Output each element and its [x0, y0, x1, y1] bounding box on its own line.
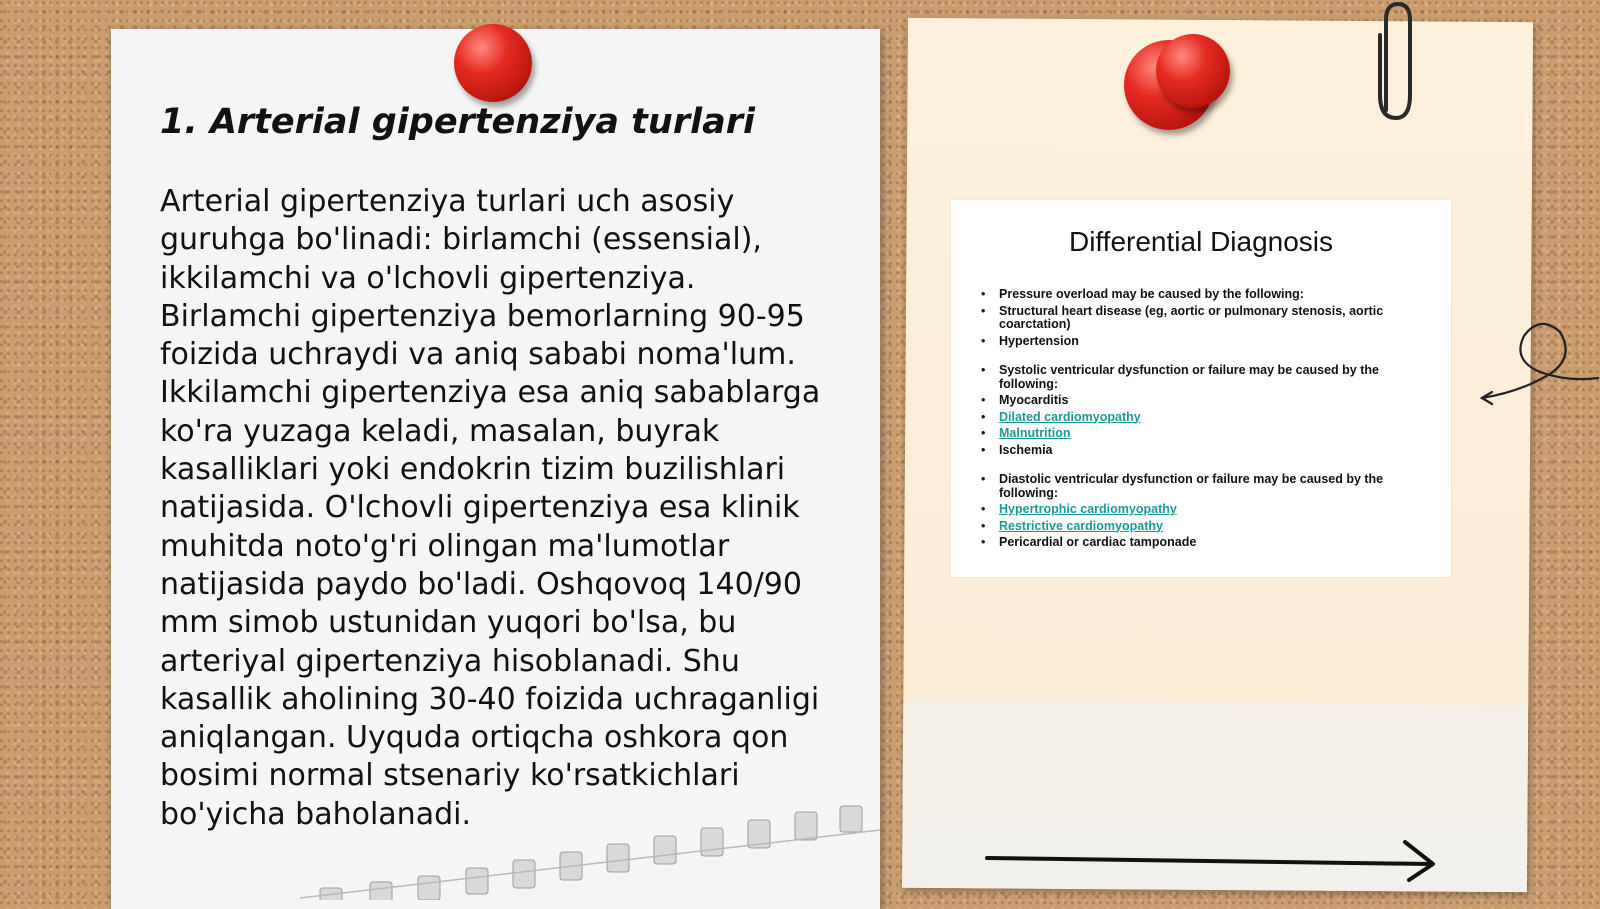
link-dilated-cardiomyopathy[interactable]: Dilated cardiomyopathy — [999, 409, 1141, 424]
list-item — [999, 364, 1409, 391]
list-item-text: Myocarditis — [999, 393, 1069, 407]
red-pushpin-icon — [454, 24, 532, 102]
list-item — [999, 335, 1409, 349]
note-title: 1. Arterial gipertenziya turlari — [160, 102, 755, 142]
list-item-text: Pericardial or cardiac tamponade — [999, 535, 1197, 549]
list-item — [999, 288, 1409, 302]
list-item — [999, 305, 1409, 332]
list-item-text: Ischemia — [999, 442, 1053, 457]
list-item[interactable] — [999, 427, 1409, 441]
paperclip-icon — [1372, 0, 1422, 130]
list-item-text: Diastolic ventricular dysfunction or failure may be caused by the following: — [999, 472, 1384, 500]
link-malnutrition[interactable]: Malnutrition — [999, 426, 1071, 440]
list-item[interactable] — [999, 520, 1409, 534]
diagnosis-list — [999, 288, 1409, 553]
arrow-right-icon — [985, 838, 1445, 882]
torn-paper-tabs — [300, 800, 880, 900]
list-item — [999, 394, 1409, 408]
list-item-text: Hypertension — [999, 333, 1079, 348]
list-item[interactable] — [999, 503, 1409, 517]
link-hypertrophic-cardiomyopathy[interactable]: Hypertrophic cardiomyopathy — [999, 502, 1177, 516]
note-body-text: Arterial gipertenziya turlari uch asosiy guruhga bo'linadi: birlamchi (essensial), ikkilamchi va o'lchovli gipertenziya. Birlamchi gipertenziya bemorlarning 90-95 foizida uchraydi va aniq sababi noma'lum. Ikkilamchi gipertenziya esa aniq sabablarga ko'ra yuzaga keladi, masalan, buyrak kasalliklari yoki endokrin tizim buzilishlari natijasida. O'lchovli gipertenziya esa klinik muhitda noto'g'ri olingan ma'lumotlar natijasida paydo bo'ladi. Oshqovoq 140/90 mm simob ustunidan yuqori bo'lsa, bu arteriyal gipertenziya hisoblanadi. Shu kasallik aholining 30-40 foizida uchraganligi aniqlangan. Uyquda ortiqcha oshkora qon bosimi normal stsenariy ko'rsatkichlari bo'yicha baholanadi. — [160, 184, 821, 832]
curly-arrow-icon — [1480, 312, 1600, 412]
list-item — [999, 444, 1409, 458]
list-item-text: Structural heart disease (eg, aortic or pulmonary stenosis, aortic coarctation) — [999, 303, 1384, 331]
differential-diagnosis-slide — [951, 200, 1451, 577]
slide-title: Differential Diagnosis — [1068, 226, 1334, 257]
link-restrictive-cardiomyopathy[interactable]: Restrictive cardiomyopathy — [999, 518, 1163, 533]
red-pushpin-icon — [1156, 34, 1230, 108]
list-item[interactable] — [999, 411, 1409, 425]
list-item — [999, 473, 1409, 500]
list-item-text: Systolic ventricular dysfunction or failure may be caused by the following: — [999, 363, 1379, 391]
list-item-text: Pressure overload may be caused by the following: — [999, 287, 1304, 301]
list-item — [999, 536, 1409, 550]
